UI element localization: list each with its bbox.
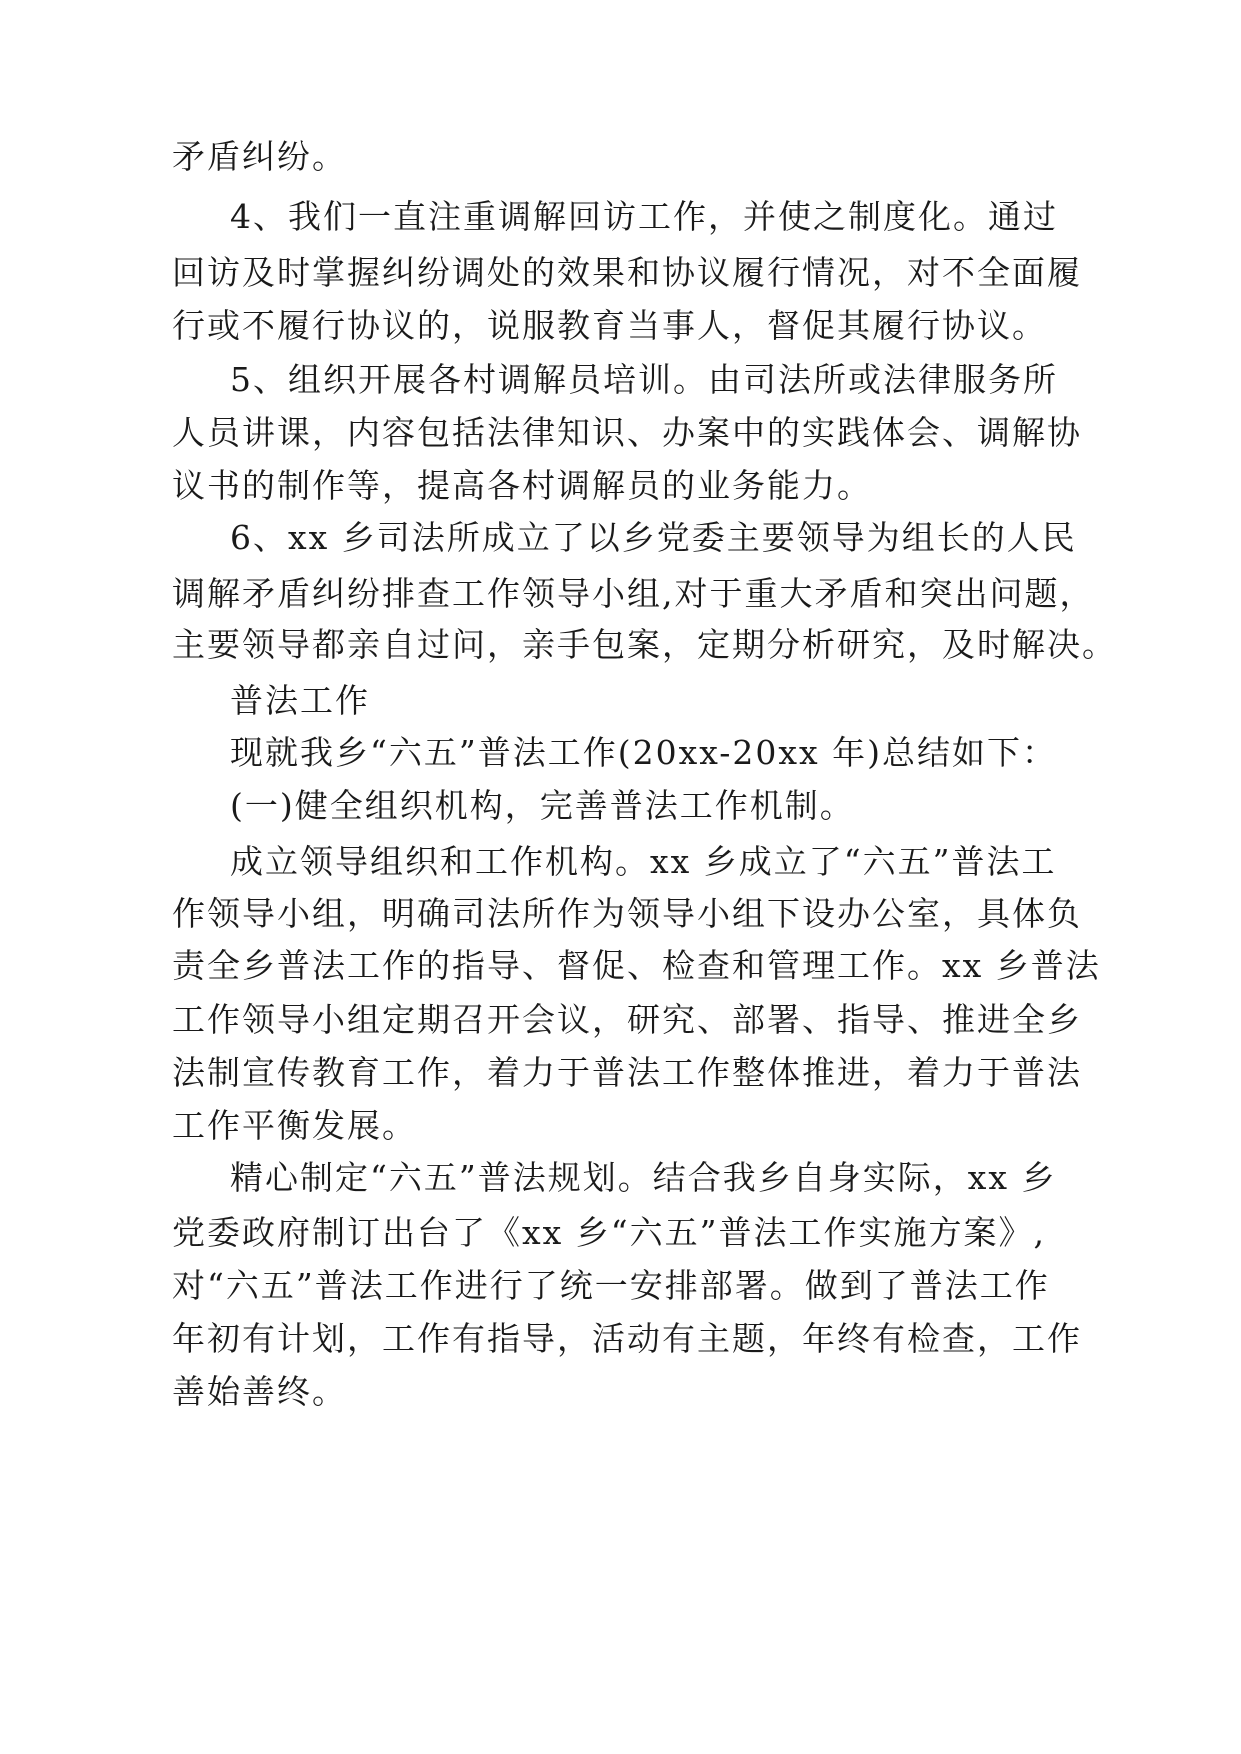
paragraph-start-line: 5、组织开展各村调解员培训。由司法所或法律服务所	[230, 360, 1058, 399]
text-line: 工作平衡发展。	[172, 1106, 417, 1145]
paragraph-start-line: 4、我们一直注重调解回访工作，并使之制度化。通过	[230, 197, 1058, 236]
text-line: 行或不履行协议的，说服教育当事人，督促其履行协议。	[172, 306, 1047, 345]
paragraph-start-line: 6、xx 乡司法所成立了以乡党委主要领导为组长的人民	[230, 518, 1077, 557]
text-line: 回访及时掌握纠纷调处的效果和协议履行情况，对不全面履	[172, 253, 1082, 292]
text-line: 工作领导小组定期召开会议，研究、部署、指导、推进全乡	[172, 1000, 1082, 1039]
text-line: 法制宣传教育工作，着力于普法工作整体推进，着力于普法	[172, 1053, 1082, 1092]
text-line: 主要领导都亲自过问，亲手包案，定期分析研究，及时解决。	[172, 625, 1117, 664]
subsection-heading: (一)健全组织机构，完善普法工作机制。	[230, 786, 855, 825]
text-line: 人员讲课，内容包括法律知识、办案中的实践体会、调解协	[172, 413, 1082, 452]
text-line: 对“六五”普法工作进行了统一安排部署。做到了普法工作	[172, 1266, 1050, 1305]
text-line: 责全乡普法工作的指导、督促、检查和管理工作。xx 乡普法	[172, 946, 1101, 985]
section-heading: 普法工作	[230, 681, 370, 720]
paragraph-start-line: 精心制定“六五”普法规划。结合我乡自身实际，xx 乡	[230, 1158, 1057, 1197]
paragraph-start-line: 成立领导组织和工作机构。xx 乡成立了“六五”普法工	[230, 842, 1057, 881]
text-line: 年初有计划，工作有指导，活动有主题，年终有检查，工作	[172, 1319, 1082, 1358]
text-line: 矛盾纠纷。	[172, 137, 347, 176]
text-line: 作领导小组，明确司法所作为领导小组下设办公室，具体负	[172, 894, 1082, 933]
text-line: 议书的制作等，提高各村调解员的业务能力。	[172, 466, 872, 505]
text-line: 党委政府制订出台了《xx 乡“六五”普法工作实施方案》,	[172, 1213, 1046, 1252]
paragraph-start-line: 现就我乡“六五”普法工作(20xx-20xx 年)总结如下：	[230, 733, 1057, 772]
text-line: 调解矛盾纠纷排查工作领导小组,对于重大矛盾和突出问题，	[172, 574, 1095, 613]
text-line: 善始善终。	[172, 1372, 347, 1411]
